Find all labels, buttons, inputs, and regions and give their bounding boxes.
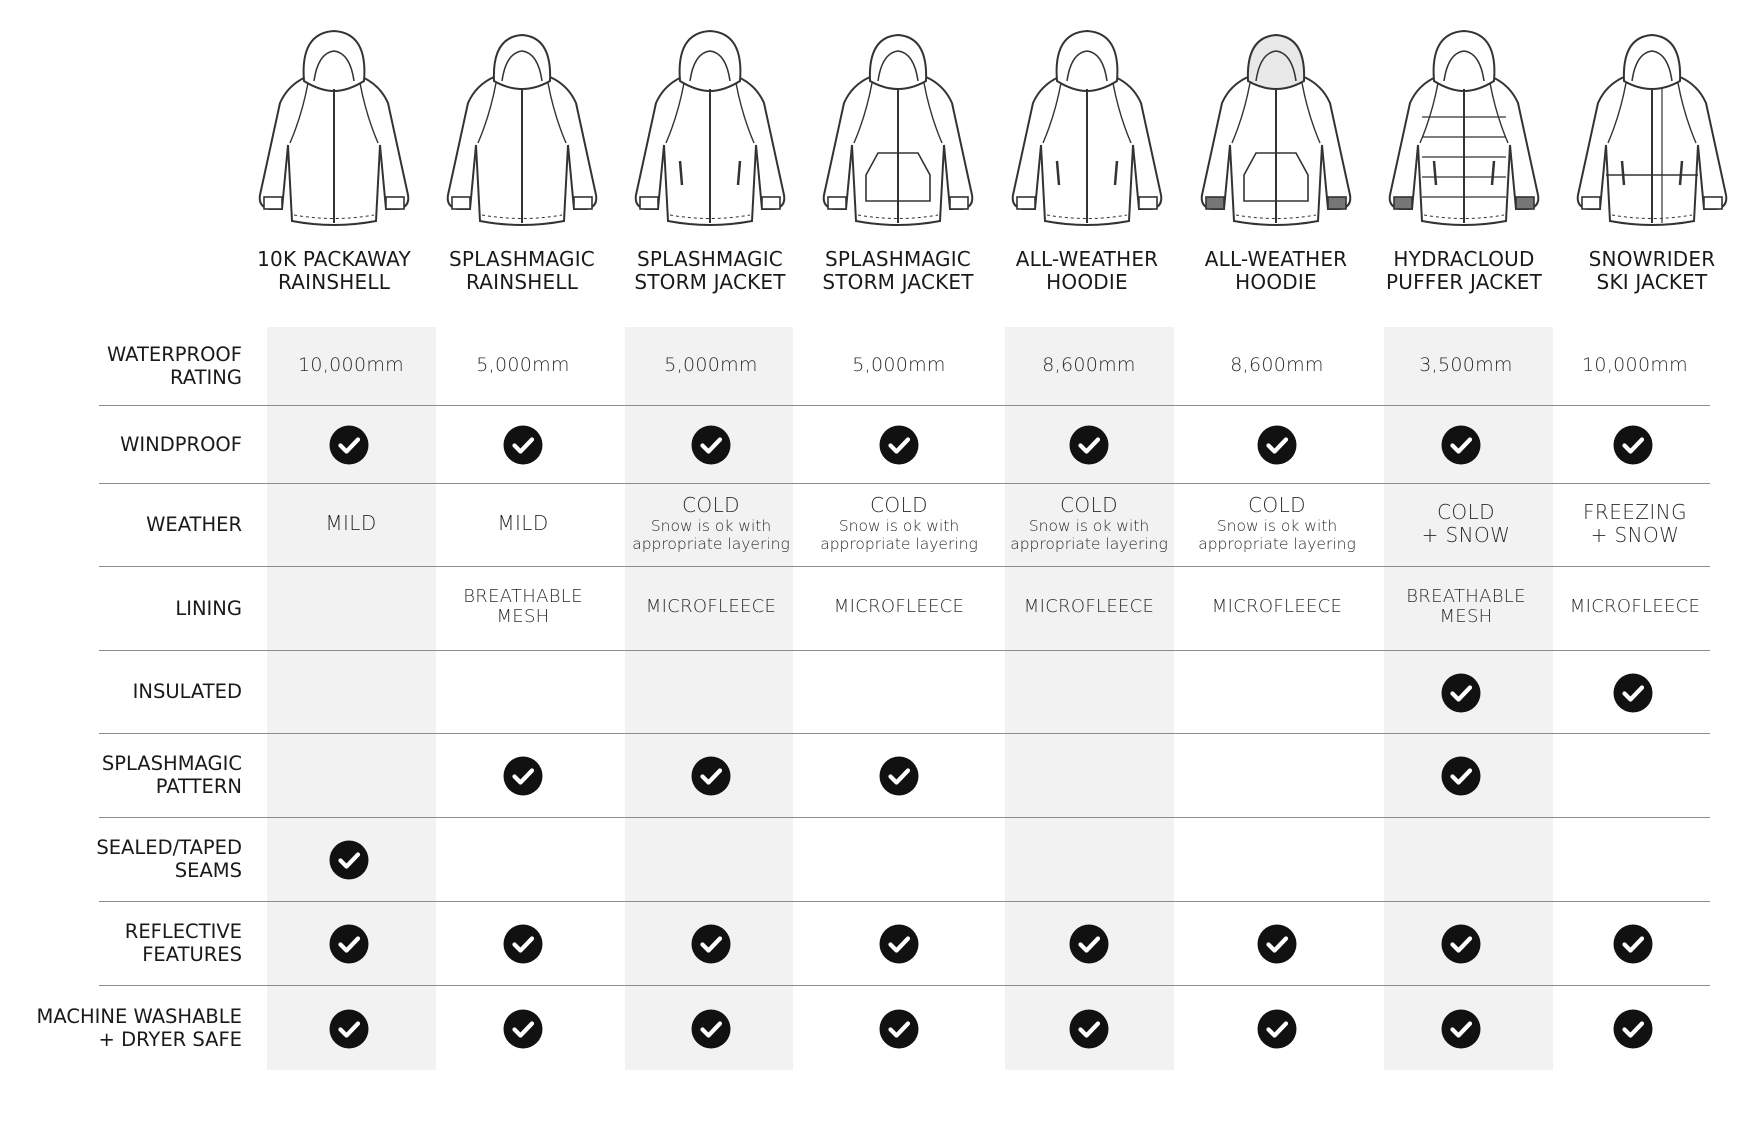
- row-divider: [99, 985, 1710, 986]
- weather-value: [626, 494, 796, 517]
- cell-value: [1550, 354, 1720, 376]
- cell-value: [1381, 587, 1551, 627]
- lining-value-line: BREATHABLE: [1406, 586, 1526, 607]
- checkmark-circle-icon: [503, 1009, 543, 1049]
- row-label: [37, 1005, 242, 1051]
- jacket-illustration-icon: [1190, 25, 1362, 230]
- checkmark-circle-icon: [1613, 673, 1653, 713]
- checkmark-circle-icon: [1613, 1009, 1653, 1049]
- cell-value: [1550, 501, 1720, 547]
- weather-note-line: appropriate layering: [820, 535, 978, 553]
- row-label: [175, 597, 242, 620]
- jacket-name: [1181, 248, 1371, 294]
- jacket-name-line: SPLASHMAGIC: [637, 247, 783, 271]
- row-label-line: SEALED/TAPED: [96, 836, 242, 859]
- lining-value: [1381, 587, 1551, 627]
- checkmark-circle-icon: [1613, 425, 1653, 465]
- jacket-name: [239, 248, 429, 294]
- row-label-line: RATING: [170, 366, 242, 389]
- cell-value: [438, 512, 608, 535]
- checkmark-circle-icon: [503, 924, 543, 964]
- checkmark-circle-icon: [1257, 924, 1297, 964]
- row-divider: [99, 901, 1710, 902]
- cell-value: [626, 494, 796, 553]
- weather-value: [1004, 494, 1174, 517]
- jacket-name-line: ALL-WEATHER: [1204, 247, 1348, 271]
- row-divider: [99, 650, 1710, 651]
- row-label-line: FEATURES: [142, 943, 242, 966]
- lining-value-line: BREATHABLE: [463, 586, 583, 607]
- weather-note-line: appropriate layering: [632, 535, 790, 553]
- checkmark-circle-icon: [1441, 1009, 1481, 1049]
- weather-value: [1192, 494, 1362, 517]
- jacket-illustration-icon: [248, 25, 420, 230]
- waterproof-value: [1004, 354, 1174, 376]
- checkmark-circle-icon: [1441, 756, 1481, 796]
- cell-value: [1004, 494, 1174, 553]
- checkmark-circle-icon: [503, 425, 543, 465]
- jacket-illustration-icon: [436, 25, 608, 230]
- checkmark-circle-icon: [329, 924, 369, 964]
- row-label: [146, 513, 242, 536]
- cell-value: [1192, 354, 1362, 376]
- checkmark-circle-icon: [1441, 425, 1481, 465]
- checkmark-circle-icon: [691, 425, 731, 465]
- waterproof-value-line: 8,600mm: [1230, 354, 1324, 376]
- waterproof-value: [626, 354, 796, 376]
- checkmark-circle-icon: [691, 756, 731, 796]
- checkmark-circle-icon: [1069, 924, 1109, 964]
- row-label-line: WATERPROOF: [106, 343, 242, 366]
- lining-value: [626, 597, 796, 617]
- jacket-name-line: HOODIE: [1046, 270, 1128, 294]
- jacket-illustration-icon: [1001, 25, 1173, 230]
- cell-value: [814, 494, 984, 553]
- jacket-name-line: RAINSHELL: [465, 270, 579, 294]
- weather-note-line: Snow is ok with: [838, 517, 960, 535]
- cell-value: [266, 512, 436, 535]
- row-label-line: SEAMS: [174, 859, 242, 882]
- lining-value-line: MICROFLEECE: [1211, 596, 1343, 617]
- weather-value-line: MILD: [325, 511, 377, 535]
- checkmark-circle-icon: [879, 1009, 919, 1049]
- waterproof-value-line: 5,000mm: [476, 354, 570, 376]
- row-label-line: LINING: [175, 596, 242, 620]
- row-label-line: WEATHER: [146, 513, 242, 536]
- checkmark-circle-icon: [879, 425, 919, 465]
- checkmark-circle-icon: [1613, 924, 1653, 964]
- row-label: [107, 343, 242, 389]
- jacket-name: [1557, 248, 1747, 294]
- cell-value: [438, 354, 608, 376]
- row-divider: [99, 817, 1710, 818]
- row-label: [125, 920, 242, 966]
- waterproof-value-line: 3,500mm: [1419, 354, 1513, 376]
- row-divider: [99, 566, 1710, 567]
- waterproof-value: [814, 354, 984, 376]
- weather-note-line: appropriate layering: [1198, 535, 1356, 553]
- jacket-name-line: PUFFER JACKET: [1385, 270, 1542, 294]
- row-divider: [99, 733, 1710, 734]
- cell-value: [1004, 354, 1174, 376]
- row-label-line: PATTERN: [155, 775, 242, 798]
- lining-value-line: MICROFLEECE: [833, 596, 965, 617]
- jacket-illustration-icon: [624, 25, 796, 230]
- cell-value: [814, 597, 984, 617]
- jacket-name-line: RAINSHELL: [277, 270, 391, 294]
- checkmark-circle-icon: [329, 840, 369, 880]
- waterproof-value: [266, 354, 436, 376]
- waterproof-value: [1381, 354, 1551, 376]
- weather-value-line: + SNOW: [1590, 522, 1680, 547]
- weather-note-line: Snow is ok with: [1216, 517, 1338, 535]
- cell-value: [814, 354, 984, 376]
- jacket-name: [803, 248, 993, 294]
- checkmark-circle-icon: [879, 756, 919, 796]
- weather-value-line: COLD: [1248, 493, 1306, 517]
- weather-note-line: Snow is ok with: [650, 517, 772, 535]
- row-label-line: MACHINE WASHABLE: [36, 1004, 242, 1028]
- cell-value: [1192, 597, 1362, 617]
- checkmark-circle-icon: [1441, 924, 1481, 964]
- waterproof-value-line: 8,600mm: [1042, 354, 1136, 376]
- jacket-name: [615, 248, 805, 294]
- cell-value: [1550, 597, 1720, 617]
- row-label: [96, 836, 242, 882]
- lining-value-line: MICROFLEECE: [1023, 596, 1155, 617]
- waterproof-value: [1192, 354, 1362, 376]
- jacket-name: [992, 248, 1182, 294]
- checkmark-circle-icon: [1069, 1009, 1109, 1049]
- lining-value-line: MESH: [496, 606, 550, 627]
- lining-value-line: MICROFLEECE: [1569, 596, 1701, 617]
- jacket-name: [1369, 248, 1559, 294]
- jacket-name-line: ALL-WEATHER: [1015, 247, 1159, 271]
- jacket-illustration-icon: [1378, 25, 1550, 230]
- checkmark-circle-icon: [1441, 673, 1481, 713]
- jacket-name-line: 10K PACKAWAY: [257, 247, 411, 271]
- lining-value: [1004, 597, 1174, 617]
- jacket-name-line: HOODIE: [1235, 270, 1317, 294]
- row-label: [133, 680, 242, 703]
- checkmark-circle-icon: [1069, 425, 1109, 465]
- jacket-name-line: STORM JACKET: [822, 270, 974, 294]
- row-label-line: SPLASHMAGIC: [101, 752, 242, 775]
- cell-value: [626, 354, 796, 376]
- row-label: [102, 752, 242, 798]
- jacket-name-line: HYDRACLOUD: [1393, 247, 1535, 271]
- weather-value-line: COLD: [682, 493, 740, 517]
- cell-value: [266, 354, 436, 376]
- lining-value-line: MESH: [1439, 606, 1493, 627]
- weather-value-line: MILD: [497, 511, 549, 535]
- weather-note-line: Snow is ok with: [1028, 517, 1150, 535]
- weather-value-line: COLD: [1437, 499, 1495, 524]
- row-divider: [99, 483, 1710, 484]
- cell-value: [1381, 354, 1551, 376]
- jacket-name-line: SNOWRIDER: [1588, 247, 1716, 271]
- lining-value: [1192, 597, 1362, 617]
- weather-value: [438, 512, 608, 535]
- jacket-name-line: SPLASHMAGIC: [449, 247, 595, 271]
- checkmark-circle-icon: [879, 924, 919, 964]
- cell-value: [438, 587, 608, 627]
- waterproof-value: [1550, 354, 1720, 376]
- row-label-line: REFLECTIVE: [124, 920, 242, 943]
- waterproof-value-line: 5,000mm: [852, 354, 946, 376]
- lining-value: [1550, 597, 1720, 617]
- weather-value: [814, 494, 984, 517]
- lining-value-line: MICROFLEECE: [645, 596, 777, 617]
- lining-value: [814, 597, 984, 617]
- jacket-name-line: SPLASHMAGIC: [825, 247, 971, 271]
- cell-value: [1381, 501, 1551, 547]
- weather-value: [1550, 501, 1720, 547]
- weather-value: [1381, 501, 1551, 547]
- jacket-name-line: STORM JACKET: [634, 270, 786, 294]
- weather-note: [1004, 517, 1174, 553]
- jacket-name-line: SKI JACKET: [1596, 270, 1708, 294]
- cell-value: [1192, 494, 1362, 553]
- weather-value: [266, 512, 436, 535]
- jacket-illustration-icon: [812, 25, 984, 230]
- waterproof-value-line: 5,000mm: [664, 354, 758, 376]
- lining-value: [438, 587, 608, 627]
- row-label-line: INSULATED: [132, 680, 242, 703]
- checkmark-circle-icon: [691, 1009, 731, 1049]
- waterproof-value-line: 10,000mm: [298, 354, 404, 376]
- weather-note: [626, 517, 796, 553]
- checkmark-circle-icon: [329, 425, 369, 465]
- checkmark-circle-icon: [691, 924, 731, 964]
- weather-note: [814, 517, 984, 553]
- checkmark-circle-icon: [329, 1009, 369, 1049]
- weather-value-line: FREEZING: [1583, 499, 1687, 524]
- jacket-illustration-icon: [1566, 25, 1738, 230]
- checkmark-circle-icon: [503, 756, 543, 796]
- row-label: [120, 433, 242, 456]
- checkmark-circle-icon: [1257, 1009, 1297, 1049]
- weather-value-line: COLD: [870, 493, 928, 517]
- row-divider: [99, 405, 1710, 406]
- jacket-name: [427, 248, 617, 294]
- weather-note-line: appropriate layering: [1010, 535, 1168, 553]
- waterproof-value: [438, 354, 608, 376]
- waterproof-value-line: 10,000mm: [1582, 354, 1688, 376]
- row-label-line: + DRYER SAFE: [98, 1027, 242, 1051]
- weather-value-line: + SNOW: [1421, 522, 1511, 547]
- weather-note: [1192, 517, 1362, 553]
- row-label-line: WINDPROOF: [120, 432, 242, 456]
- checkmark-circle-icon: [1257, 425, 1297, 465]
- cell-value: [1004, 597, 1174, 617]
- cell-value: [626, 597, 796, 617]
- weather-value-line: COLD: [1060, 493, 1118, 517]
